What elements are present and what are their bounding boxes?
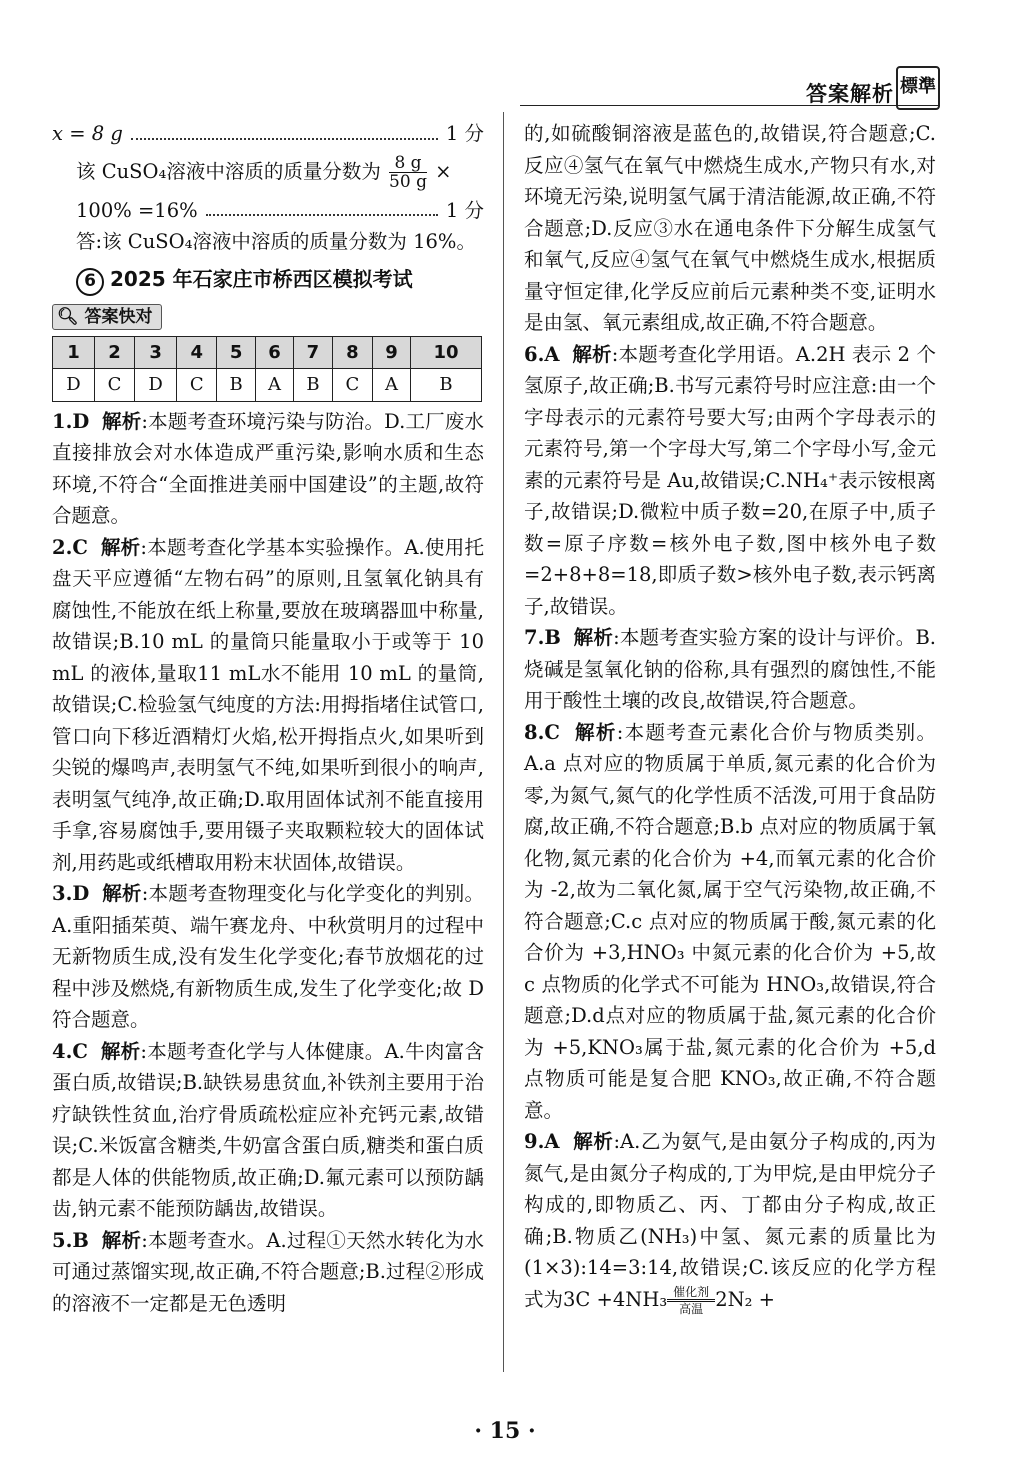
table-cell: B	[411, 369, 482, 402]
table-cell: 8	[332, 336, 372, 369]
fraction-prefix: 该 CuSO₄溶液中溶质的质量分数为	[76, 159, 381, 183]
table-cell: 9	[372, 336, 410, 369]
table-cell: B	[294, 369, 333, 402]
explanation-q9	[524, 1126, 936, 1316]
temperature-label: 高温	[679, 1301, 704, 1316]
explanation-text: :本题考查化学用语。A.2H 表示 2 个氢原子,故正确;B.书写元素符号时应注意:由一个字母表示的元素符号要大写;由两个字母表示的元素符号,第一个字母大写,第二个字母小写,金元素的元素符号是 Au,故错误;C.NH₄⁺表示铵根离子,故错误;D.微粒中质子数=20,在原子中,质子数=原子序数=核外电子数,图中核外电子数=2+8+8=18,即质子数>核外电子数,表示钙离子,故错误。	[524, 342, 936, 618]
question-number: 4.C	[52, 1039, 88, 1063]
calc-line-2	[52, 195, 484, 227]
reaction-condition	[667, 1285, 715, 1316]
right-column	[524, 118, 936, 1316]
section-title	[76, 264, 484, 296]
fraction-denominator: 50 g	[389, 171, 427, 192]
answer-table	[52, 336, 482, 402]
table-cell: 4	[177, 336, 217, 369]
header-rule	[520, 105, 940, 106]
explanation-label: 解析	[102, 409, 142, 433]
calc2-text: 100% =16%	[76, 198, 198, 222]
explanation-text: :本题考查环境污染与防治。D.工厂废水直接排放会对水体造成严重污染,影响水质和生态环境,不符合“全面推进美丽中国建设”的主题,故符合题意。	[52, 409, 484, 527]
explanation-q5-continued: 的,如硫酸铜溶液是蓝色的,故错误,符合题意;C.反应④氢气在氧气中燃烧生成水,产物只有水,对环境无污染,说明氢气属于清洁能源,故正确,不符合题意;D.反应③水在通电条件下分解生成氢气和氧气,反应④氢气在氧气中燃烧生成水,根据质量守恒定律,化学反应前后元素种类不变,证明水是由氢、氧元素组成,故正确,不符合题意。	[524, 122, 936, 334]
explanation-text: :本题考查元素化合价与物质类别。A.a 点对应的物质属于单质,氮元素的化合价为零,为氮气,氮气的化学性质不活泼,可用于食品防腐,故正确,不符合题意;B.b 点对应的物质属于氧化物,氮元素的化合价为 +4,而氧元素的化合价为 -2,故为二氧化氮,属于空气污染物,故正确,不符合题意;C.c 点对应的物质属于酸,氮元素的化合价为 +3,HNO₃ 中氮元素的化合价为 +5,故 c 点物质的化学式不可能为 HNO₃,故错误,符合题意;D.d点对应的物质属于盐,氮元素的化合价为 +5,KNO₃属于盐,氮元素的化合价为 +5,d 点物质可能是复合肥 KNO₃,故正确,不符合题意。	[524, 720, 936, 1122]
explanation-label: 解析	[100, 535, 141, 559]
equation-products: 2N₂ +	[715, 1287, 776, 1311]
explanation-q5	[52, 1225, 484, 1320]
quick-answer-label: 答案快对	[84, 306, 153, 327]
calc-text: x = 8 g	[52, 122, 123, 145]
section-title-text: 2025 年石家庄市桥西区模拟考试	[110, 266, 413, 291]
table-cell: 2	[94, 336, 134, 369]
fraction	[389, 154, 427, 191]
table-cell: D	[53, 369, 95, 402]
table-row-numbers	[53, 336, 482, 369]
calc-score: 1 分	[445, 122, 484, 145]
question-number: 3.D	[52, 882, 90, 905]
equation-reactants: 3C +4NH₃	[563, 1287, 668, 1311]
question-number: 5.B	[52, 1228, 89, 1252]
table-cell: 3	[135, 336, 177, 369]
table-cell: C	[177, 369, 217, 402]
explanation-text: :本题考查实验方案的设计与评价。B.烧碱是氢氧化钠的俗称,具有强烈的腐蚀性,不能用于酸性土壤的改良,故错误,符合题意。	[524, 626, 936, 712]
fraction-suffix: ×	[435, 159, 452, 183]
explanation-q8	[524, 717, 936, 1127]
explanation-label: 解析	[573, 1130, 614, 1153]
table-cell: A	[372, 369, 410, 402]
explanation-label: 解析	[573, 626, 614, 649]
catalyst-label: 催化剂	[667, 1285, 715, 1302]
search-icon: 🔍︎	[57, 306, 79, 327]
section-number: 6	[76, 268, 104, 296]
question-number: 7.B	[524, 626, 561, 649]
fraction-line	[52, 154, 484, 191]
explanation-text: :本题考查水。A.过程①天然水转化为水可通过蒸馏实现,故正确,不符合题意;B.过程②形成的溶液不一定都是无色透明	[52, 1228, 484, 1315]
dot-leader	[131, 118, 438, 140]
answer-line: 答:该 CuSO₄溶液中溶质的质量分数为 16%。	[76, 230, 476, 253]
explanation-text: :A.乙为氨气,是由氨分子构成的,丙为氮气,是由氮分子构成的,丁为甲烷,是由甲烷分子构成的,即物质乙、丙、丁都由分子构成,故正确;B.物质乙(NH₃)中氢、氮元素的质量比为(1×3):14=3:14,故错误;C.该反应的化学方程式为	[524, 1130, 936, 1311]
explanation-q3	[52, 878, 484, 1036]
explanation-q1	[52, 406, 484, 532]
left-column	[52, 118, 484, 1319]
explanation-q6	[524, 339, 936, 623]
explanation-text: :本题考查化学基本实验操作。A.使用托盘天平应遵循“左物右码”的原则,且氢氧化钠具有腐蚀性,不能放在纸上称量,要放在玻璃器皿中称量,故错误;B.10 mL 的量筒只能量取小于或等于 10 mL 的液体,量取11 mL水不能用 10 mL 的量筒,故错误;C.检验氢气纯度的方法:用拇指堵住试管口,管口向下移近酒精灯火焰,松开拇指点火,如果听到尖锐的爆鸣声,表明氢气不纯,如果听到很小的响声,表明氢气纯净,故正确;D.取用固体试剂不能直接用手拿,容易腐蚀手,要用镊子夹取颗粒较大的固体试剂,用药匙或纸槽取用粉末状固体,故错误。	[52, 535, 484, 874]
explanation-q2	[52, 532, 484, 879]
table-cell: D	[135, 369, 177, 402]
calc2-score: 1 分	[445, 198, 484, 222]
explanation-label: 解析	[101, 1228, 142, 1252]
table-cell: 1	[53, 336, 95, 369]
dot-leader	[206, 195, 438, 217]
question-number: 6.A	[524, 342, 560, 366]
calc-line	[52, 118, 484, 150]
explanation-text: :本题考查物理变化与化学变化的判别。A.重阳插茱萸、端午赛龙舟、中秋赏明月的过程中无新物质生成,没有发生化学变化;春节放烟花的过程中涉及燃烧,有新物质生成,发生了化学变化;故 D 符合题意。	[52, 882, 484, 1031]
page-number: · 15 ·	[474, 1418, 536, 1444]
explanation-label: 解析	[574, 720, 617, 744]
question-number: 2.C	[52, 535, 88, 559]
explanation-q7	[524, 622, 936, 717]
page-header	[520, 78, 940, 106]
table-cell: 10	[411, 336, 482, 369]
table-cell: C	[332, 369, 372, 402]
question-number: 1.D	[52, 409, 90, 433]
explanation-text: :本题考查化学与人体健康。A.牛肉富含蛋白质,故错误;B.缺铁易患贫血,补铁剂主要用于治疗缺铁性贫血,治疗骨质疏松症应补充钙元素,故错误;C.米饭富含糖类,牛奶富含蛋白质,糖类和蛋白质都是人体的供能物质,故正确;D.氟元素可以预防龋齿,钠元素不能预防龋齿,故错误。	[52, 1039, 484, 1220]
brand-logo: 標準	[896, 66, 940, 110]
fraction-numerator: 8 g	[389, 154, 427, 173]
explanation-q4	[52, 1036, 484, 1225]
table-cell: 5	[217, 336, 256, 369]
table-cell: 7	[294, 336, 333, 369]
explanation-label: 解析	[100, 1039, 141, 1063]
table-row-answers	[53, 369, 482, 402]
question-number: 9.A	[524, 1130, 560, 1153]
quick-answer-tag	[52, 304, 162, 330]
table-cell: 6	[256, 336, 294, 369]
question-number: 8.C	[524, 720, 560, 744]
table-cell: A	[256, 369, 294, 402]
explanation-label: 解析	[572, 342, 612, 366]
header-title: 答案解析	[806, 82, 894, 106]
column-divider	[503, 112, 504, 1372]
table-cell: C	[94, 369, 134, 402]
explanation-label: 解析	[102, 882, 142, 905]
table-cell: B	[217, 369, 256, 402]
